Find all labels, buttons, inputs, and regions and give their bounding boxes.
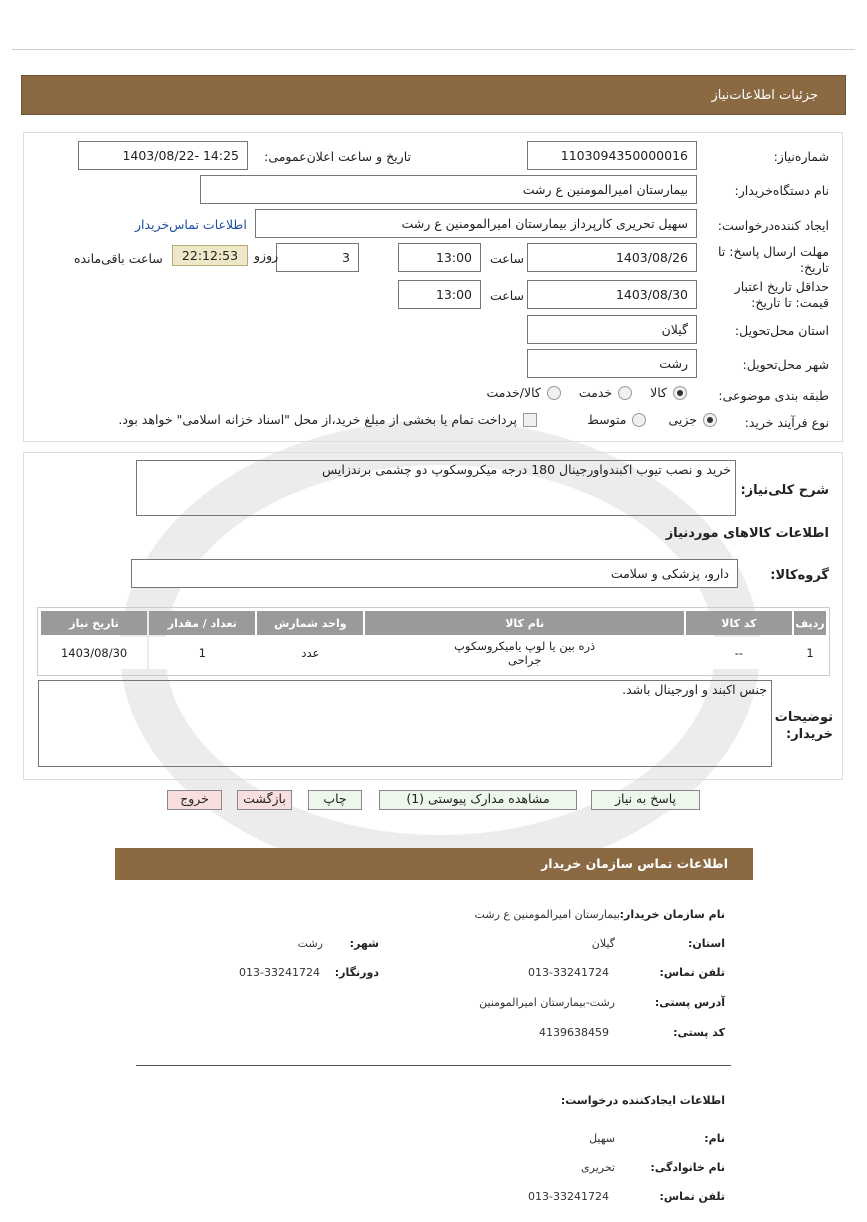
page-title: جزئیات اطلاعات‌نیاز [711,88,818,103]
announce-label: تاریخ و ساعت اعلان‌عمومی: [264,149,411,164]
validity-time-field: 13:00 [398,280,481,309]
creator-phone-value: 013-33241724 [528,1190,609,1203]
address-value: رشت-بیمارستان امیرالمومنین [479,996,615,1009]
city-contact-value: رشت [297,937,323,950]
category-option-service[interactable]: خدمت [579,385,632,400]
checkbox-icon [523,413,537,427]
remaining-timer: 22:12:53 [172,245,248,266]
process-option-minor[interactable]: جزیی [668,412,717,427]
city-label: شهر محل‌تحویل: [742,357,829,372]
col-header-qty: تعداد / مقدار [149,611,255,635]
fax-label: دورنگار: [334,966,379,979]
col-header-index: ردیف [794,611,826,635]
org-label: نام سازمان خریدار: [619,908,725,921]
cell-name-line1: ذره بین یا لوپ یامیکروسکوپ [454,639,596,653]
buyer-notes-label: توضیحات خریدار: [774,710,833,742]
buyer-field: بیمارستان امیرالمومنین ع رشت [200,175,697,204]
cell-unit: عدد [257,637,363,669]
print-button[interactable]: چاپ [308,790,362,810]
radio-icon [618,386,632,400]
creator-phone-label: تلفن تماس: [659,1190,725,1203]
postal-label: کد پستی: [673,1026,725,1039]
province-field: گیلان [527,315,697,344]
creator-name-label: نام: [704,1132,725,1145]
treasury-payment-option[interactable]: پرداخت تمام یا بخشی از مبلغ خرید،از محل "اسناد خزانه اسلامی" خواهد بود. [90,412,537,427]
province-contact-value: گیلان [591,937,615,950]
exit-button[interactable]: خروج [167,790,222,810]
days-label: روزو [254,248,279,263]
radio-icon [632,413,646,427]
contact-divider [136,1065,731,1066]
buyer-notes-field: جنس اکبند و اورجینال باشد. [38,680,772,767]
creator-family-label: نام خانوادگی: [650,1161,725,1174]
province-label: استان محل‌تحویل: [734,323,829,338]
table-row [41,637,826,669]
process-radio-group [587,412,717,427]
col-header-unit: واحد شمارش [257,611,363,635]
attachments-button[interactable]: مشاهده مدارک پیوستی (1) [379,790,577,810]
process-label: نوع فرآیند خرید: [744,415,829,430]
radio-icon [547,386,561,400]
need-number-field: 1103094350000016 [527,141,697,170]
creator-family-value: تحریری [581,1161,615,1174]
buyer-label: نام دستگاه‌خریدار: [734,183,829,198]
deadline-time-field: 13:00 [398,243,481,272]
cell-date: 1403/08/30 [41,637,147,669]
deadline-label: مهلت ارسال پاسخ: تا تاریخ: [718,244,829,275]
goods-group-field: دارو، پزشکی و سلامت [131,559,738,588]
org-value: بیمارستان امیرالمومنین ع رشت [474,908,620,921]
province-contact-label: استان: [688,937,725,950]
postal-value: 4139638459 [539,1026,609,1039]
validity-date-field: 1403/08/30 [527,280,697,309]
deadline-date-field: 1403/08/26 [527,243,697,272]
city-field: رشت [527,349,697,378]
phone-value: 013-33241724 [528,966,609,979]
contact-buyer-link[interactable]: اطلاعات تماس‌خریدار [135,217,247,232]
requester-field: سهیل تحریری کارپرداز بیمارستان امیرالمومنین ع رشت [255,209,697,238]
table-header-row [41,611,826,635]
cell-name [365,637,683,669]
validity-label: حداقل تاریخ اعتبار قیمت: تا تاریخ: [734,279,829,310]
col-header-name: نام کالا [365,611,683,635]
city-contact-label: شهر: [349,937,379,950]
need-number-label: شماره‌نیاز: [773,149,829,164]
creator-title: اطلاعات ایجادکننده درخواست: [560,1094,725,1107]
validity-time-label: ساعت [490,288,525,303]
fax-value: 013-33241724 [239,966,320,979]
description-field: خرید و نصب تیوب اکبندواورجینال 180 درجه میکروسکوپ دو چشمی برندزایس [136,460,736,516]
goods-section-title: اطلاعات کالاهای موردنیاز [665,526,829,541]
category-option-goods-service[interactable]: کالا/خدمت [486,385,560,400]
announce-field: 1403/08/22- 14:25 [78,141,248,170]
category-radio-group [486,385,687,400]
remaining-label: ساعت باقی‌مانده [74,251,163,266]
goods-group-label: گروه‌کالا: [770,568,829,583]
col-header-date: تاریخ نیاز [41,611,147,635]
requester-label: ایجاد کننده‌درخواست: [717,218,829,233]
col-header-code: کد کالا [686,611,792,635]
description-label: شرح کلی‌نیاز: [740,483,829,498]
phone-label: تلفن تماس: [659,966,725,979]
cell-qty: 1 [149,637,255,669]
process-option-medium[interactable]: متوسط [587,412,646,427]
days-field: 3 [276,243,359,272]
creator-name-value: سهیل [589,1132,615,1145]
cell-code: -- [686,637,792,669]
address-label: آدرس پستی: [654,996,725,1009]
radio-icon [703,413,717,427]
reply-button[interactable]: پاسخ به نیاز [591,790,700,810]
items-table [39,609,828,671]
top-divider [12,49,855,50]
cell-name-line2: جراحی [507,653,542,667]
back-button[interactable]: بازگشت [237,790,292,810]
category-option-goods[interactable]: کالا [650,385,687,400]
contact-title: اطلاعات تماس سازمان خریدار [541,856,728,871]
cell-index: 1 [794,637,826,669]
category-label: طبقه بندی موضوعی: [718,388,829,403]
radio-icon [673,386,687,400]
deadline-time-label: ساعت [490,251,525,266]
